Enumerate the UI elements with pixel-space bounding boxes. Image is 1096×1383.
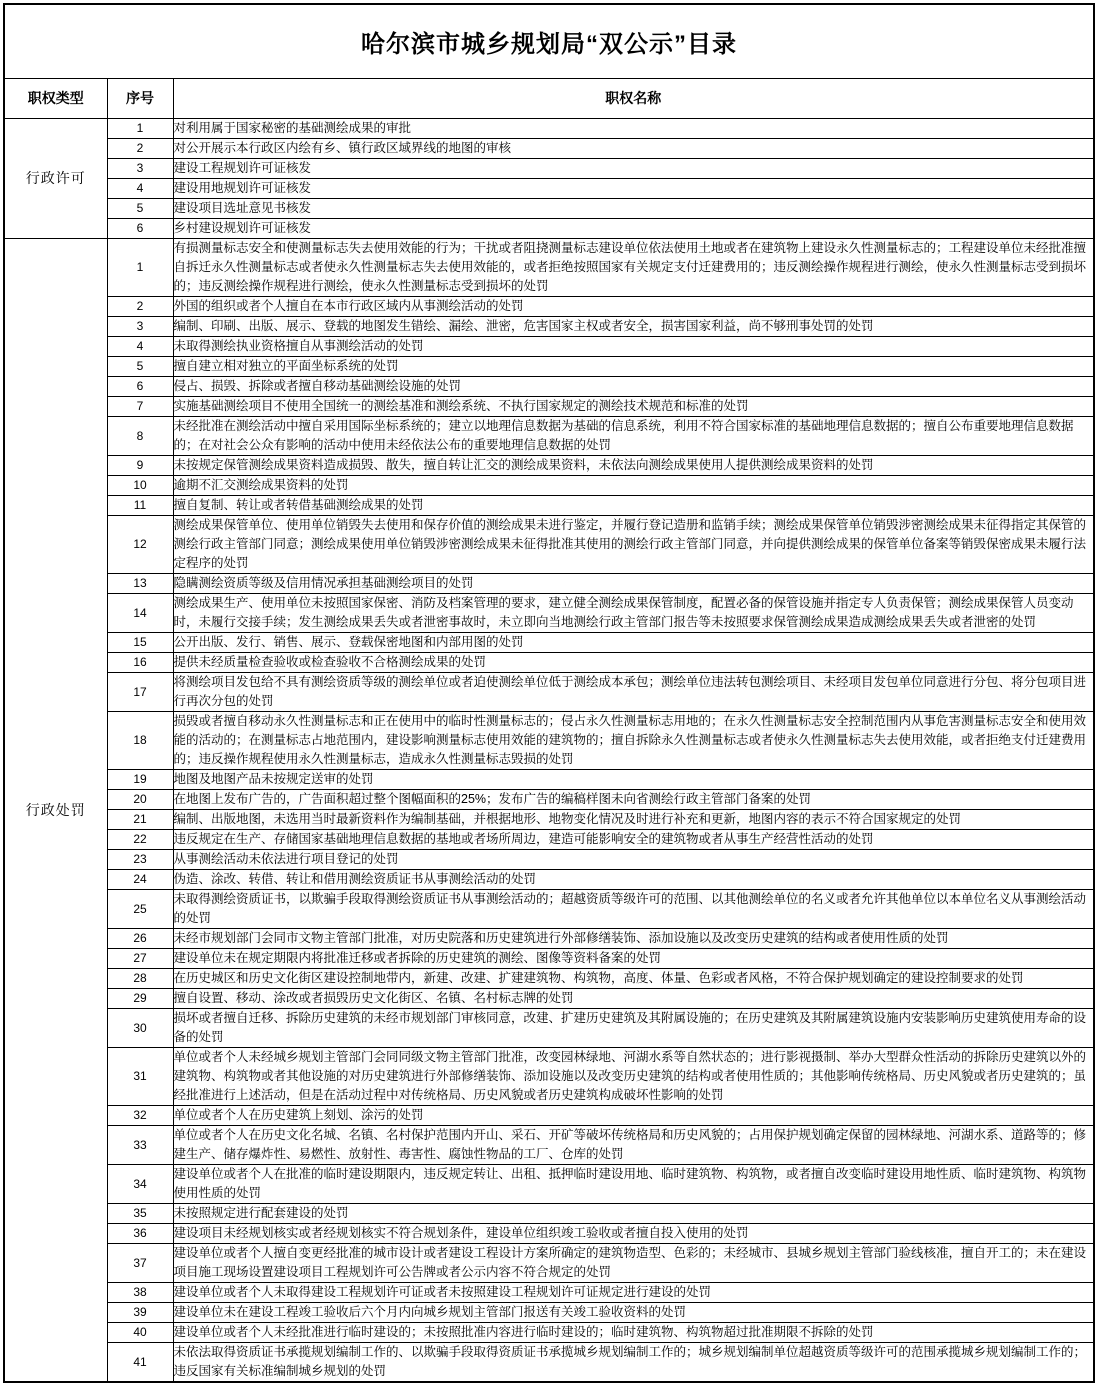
authority-name-cell: 未按规定保管测绘成果资料造成损毁、散失，擅自转让汇交的测绘成果资料，未依法向测绘成果使用人提供测绘成果资料的处罚 (173, 455, 1094, 475)
table-row (4, 889, 1094, 928)
serial-number-cell: 16 (107, 652, 173, 672)
serial-number-cell: 24 (107, 869, 173, 889)
serial-number-cell: 6 (107, 376, 173, 396)
authority-name-cell: 编制、出版地图，未选用当时最新资料作为编制基础，并根据地形、地物变化情况及时进行补充和更新，地图内容的表示不符合国家规定的处罚 (173, 809, 1094, 829)
table-row (4, 1322, 1094, 1342)
authority-name-cell: 对公开展示本行政区内绘有乡、镇行政区域界线的地图的审核 (173, 138, 1094, 158)
authority-name-cell: 单位或者个人在历史建筑上刻划、涂污的处罚 (173, 1105, 1094, 1125)
authority-name-cell: 隐瞒测绘资质等级及信用情况承担基础测绘项目的处罚 (173, 573, 1094, 593)
serial-number-cell: 12 (107, 515, 173, 573)
table-row (4, 652, 1094, 672)
table-row (4, 672, 1094, 711)
authority-name-cell: 提供未经质量检查验收或检查验收不合格测绘成果的处罚 (173, 652, 1094, 672)
serial-number-cell: 22 (107, 829, 173, 849)
authority-name-cell: 逾期不汇交测绘成果资料的处罚 (173, 475, 1094, 495)
table-row (4, 1105, 1094, 1125)
serial-number-cell: 14 (107, 593, 173, 632)
serial-number-cell: 34 (107, 1164, 173, 1203)
table-row (4, 968, 1094, 988)
authority-name-cell: 未经批准在测绘活动中擅自采用国际坐标系统的；建立以地理信息数据为基础的信息系统，利用不符合国家标准的基础地理信息数据的；擅自公布重要地理信息数据的；在对社会公众有影响的活动中使用未经依法公布的重要地理信息数据的处罚 (173, 416, 1094, 455)
authority-name-cell: 侵占、损毁、拆除或者擅自移动基础测绘设施的处罚 (173, 376, 1094, 396)
authority-name-cell: 测绘成果保管单位、使用单位销毁失去使用和保存价值的测绘成果未进行鉴定，并履行登记造册和监销手续；测绘成果保管单位销毁涉密测绘成果未征得指定其保管的测绘行政主管部门同意；测绘成果使用单位销毁涉密测绘成果未征得批准其使用的测绘行政主管部门同意，并向提供测绘成果的保管单位备案等销毁保密成果未履行法定程序的处罚 (173, 515, 1094, 573)
table-row (4, 198, 1094, 218)
authority-name-cell: 擅自设置、移动、涂改或者损毁历史文化街区、名镇、名村标志牌的处罚 (173, 988, 1094, 1008)
serial-number-cell: 26 (107, 928, 173, 948)
table-row (4, 376, 1094, 396)
serial-number-cell: 1 (107, 118, 173, 138)
table-row (4, 928, 1094, 948)
authority-name-cell: 伪造、涂改、转借、转让和借用测绘资质证书从事测绘活动的处罚 (173, 869, 1094, 889)
serial-number-cell: 5 (107, 356, 173, 376)
serial-number-cell: 6 (107, 218, 173, 238)
serial-number-cell: 25 (107, 889, 173, 928)
serial-number-cell: 10 (107, 475, 173, 495)
table-row (4, 829, 1094, 849)
table-row (4, 475, 1094, 495)
serial-number-cell: 39 (107, 1302, 173, 1322)
authority-name-cell: 建设单位或者个人未经批准进行临时建设的；未按照批准内容进行临时建设的；临时建筑物、构筑物超过批准期限不拆除的处罚 (173, 1322, 1094, 1342)
serial-number-cell: 33 (107, 1125, 173, 1164)
table-row (4, 1047, 1094, 1105)
table-row (4, 632, 1094, 652)
authority-name-cell: 未按照规定进行配套建设的处罚 (173, 1203, 1094, 1223)
table-row (4, 849, 1094, 869)
serial-number-cell: 28 (107, 968, 173, 988)
serial-number-cell: 37 (107, 1243, 173, 1282)
table-row (4, 218, 1094, 238)
serial-number-cell: 15 (107, 632, 173, 652)
table-row (4, 495, 1094, 515)
table-row (4, 1282, 1094, 1302)
authority-name-cell: 未取得测绘资质证书，以欺骗手段取得测绘资质证书从事测绘活动的；超越资质等级许可的范围、以其他测绘单位的名义或者允许其他单位以本单位名义从事测绘活动的处罚 (173, 889, 1094, 928)
serial-number-cell: 8 (107, 416, 173, 455)
table-row (4, 1008, 1094, 1047)
authority-name-cell: 从事测绘活动未依法进行项目登记的处罚 (173, 849, 1094, 869)
authority-name-cell: 未经市规划部门会同市文物主管部门批准，对历史院落和历史建筑进行外部修缮装饰、添加设施以及改变历史建筑的结构或者使用性质的处罚 (173, 928, 1094, 948)
table-row (4, 809, 1094, 829)
table-row (4, 296, 1094, 316)
authority-name-cell: 损毁或者擅自移动永久性测量标志和正在使用中的临时性测量标志的；侵占永久性测量标志用地的；在永久性测量标志安全控制范围内从事危害测量标志安全和使用效能的活动的；在测量标志占地范围内，建设影响测量标志使用效能的建筑物的；擅自拆除永久性测量标志或者使永久性测量标志失去使用效能，或者拒绝支付迁建费用的；违反操作规程使用永久性测量标志，造成永久性测量标志毁损的处罚 (173, 711, 1094, 769)
table-row (4, 316, 1094, 336)
authority-type-cell: 行政许可 (4, 118, 107, 238)
serial-number-cell: 31 (107, 1047, 173, 1105)
authority-name-cell: 建设项目未经规划核实或者经规划核实不符合规划条件，建设单位组织竣工验收或者擅自投入使用的处罚 (173, 1223, 1094, 1243)
serial-number-cell: 35 (107, 1203, 173, 1223)
serial-number-cell: 9 (107, 455, 173, 475)
serial-number-cell: 17 (107, 672, 173, 711)
serial-number-cell: 4 (107, 178, 173, 198)
authority-name-cell: 外国的组织或者个人擅自在本市行政区域内从事测绘活动的处罚 (173, 296, 1094, 316)
table-row (4, 1125, 1094, 1164)
serial-number-cell: 27 (107, 948, 173, 968)
authority-name-cell: 实施基础测绘项目不使用全国统一的测绘基准和测绘系统、不执行国家规定的测绘技术规范和标准的处罚 (173, 396, 1094, 416)
serial-number-cell: 2 (107, 296, 173, 316)
serial-number-cell: 19 (107, 769, 173, 789)
authority-name-cell: 未依法取得资质证书承揽规划编制工作的、以欺骗手段取得资质证书承揽城乡规划编制工作的；城乡规划编制单位超越资质等级许可的范围承揽城乡规划编制工作的；违反国家有关标准编制城乡规划的处罚 (173, 1342, 1094, 1382)
table-row (4, 336, 1094, 356)
table-row (4, 948, 1094, 968)
table-row (4, 455, 1094, 475)
authority-name-cell: 对利用属于国家秘密的基础测绘成果的审批 (173, 118, 1094, 138)
serial-number-cell: 3 (107, 316, 173, 336)
authority-name-cell: 建设项目选址意见书核发 (173, 198, 1094, 218)
authority-name-cell: 未取得测绘执业资格擅自从事测绘活动的处罚 (173, 336, 1094, 356)
authority-name-cell: 损坏或者擅自迁移、拆除历史建筑的未经市规划部门审核同意，改建、扩建历史建筑及其附属设施的；在历史建筑及其附属建筑设施内安装影响历史建筑使用寿命的设备的处罚 (173, 1008, 1094, 1047)
table-body (4, 4, 1094, 1382)
serial-number-cell: 23 (107, 849, 173, 869)
authority-name-cell: 建设单位或者个人擅自变更经批准的城市设计或者建设工程设计方案所确定的建筑物造型、色彩的；未经城市、县城乡规划主管部门验线核准，擅自开工的；未在建设项目施工现场设置建设项目工程规划许可公告牌或者公示内容不符合规定的处罚 (173, 1243, 1094, 1282)
authority-name-cell: 违反规定在生产、存储国家基础地理信息数据的基地或者场所周边，建造可能影响安全的建筑物或者从事生产经营性活动的处罚 (173, 829, 1094, 849)
serial-number-cell: 30 (107, 1008, 173, 1047)
table-row (4, 138, 1094, 158)
serial-number-cell: 4 (107, 336, 173, 356)
serial-number-cell: 1 (107, 238, 173, 296)
column-header-serial-number: 序号 (107, 78, 173, 118)
page-title: 哈尔滨市城乡规划局“双公示”目录 (4, 4, 1094, 78)
serial-number-cell: 41 (107, 1342, 173, 1382)
authority-name-cell: 乡村建设规划许可证核发 (173, 218, 1094, 238)
table-row (4, 1223, 1094, 1243)
authority-name-cell: 将测绘项目发包给不具有测绘资质等级的测绘单位或者迫使测绘单位低于测绘成本承包；测绘单位违法转包测绘项目、未经项目发包单位同意进行分包、将分包项目进行再次分包的处罚 (173, 672, 1094, 711)
table-row (4, 1342, 1094, 1382)
serial-number-cell: 36 (107, 1223, 173, 1243)
authority-name-cell: 在地图上发布广告的，广告面积超过整个图幅面积的25%；发布广告的编稿样图未向省测绘行政主管部门备案的处罚 (173, 789, 1094, 809)
authority-name-cell: 有损测量标志安全和使测量标志失去使用效能的行为；干扰或者阻挠测量标志建设单位依法使用土地或者在建筑物上建设永久性测量标志的；工程建设单位未经批准擅自拆迁永久性测量标志或者使永久性测量标志失去使用效能的，或者拒绝按照国家有关规定支付迁建费用的；违反测绘操作规程进行测绘，使永久性测量标志受到损坏的；违反测绘操作规程进行测绘，使永久性测量标志受到损坏的处罚 (173, 238, 1094, 296)
table-row (4, 356, 1094, 376)
authority-name-cell: 建设工程规划许可证核发 (173, 158, 1094, 178)
authority-name-cell: 建设用地规划许可证核发 (173, 178, 1094, 198)
authority-name-cell: 建设单位未在规定期限内将批准迁移或者拆除的历史建筑的测绘、图像等资料备案的处罚 (173, 948, 1094, 968)
table-row (4, 416, 1094, 455)
serial-number-cell: 7 (107, 396, 173, 416)
table-row (4, 178, 1094, 198)
authority-name-cell: 地图及地图产品未按规定送审的处罚 (173, 769, 1094, 789)
authority-name-cell: 在历史城区和历史文化街区建设控制地带内，新建、改建、扩建建筑物、构筑物，高度、体量、色彩或者风格，不符合保护规划确定的建设控制要求的处罚 (173, 968, 1094, 988)
table-row (4, 711, 1094, 769)
table-row (4, 593, 1094, 632)
serial-number-cell: 40 (107, 1322, 173, 1342)
serial-number-cell: 5 (107, 198, 173, 218)
authority-name-cell: 测绘成果生产、使用单位未按照国家保密、消防及档案管理的要求，建立健全测绘成果保管制度，配置必备的保管设施并指定专人负责保管；测绘成果保管人员变动时，未履行交接手续；发生测绘成果丢失或者泄密事故时，未立即向当地测绘行政主管部门报告等未按照要求保管测绘成果造成测绘成果丢失或者泄密的处罚 (173, 593, 1094, 632)
authority-name-cell: 擅自建立相对独立的平面坐标系统的处罚 (173, 356, 1094, 376)
table-row (4, 988, 1094, 1008)
table-row (4, 396, 1094, 416)
authority-name-cell: 单位或者个人未经城乡规划主管部门会同同级文物主管部门批准，改变园林绿地、河湖水系等自然状态的；进行影视摄制、举办大型群众性活动的拆除历史建筑以外的建筑物、构筑物或者其他设施的对历史建筑进行外部修缮装饰、添加设施以及改变历史建筑的结构或者使用性质的；其他影响传统格局、历史风貌或者历史建筑的；虽经批准进行上述活动，但是在活动过程中对传统格局、历史风貌或者历史建筑构成破坏性影响的处罚 (173, 1047, 1094, 1105)
authority-name-cell: 单位或者个人在历史文化名城、名镇、名村保护范围内开山、采石、开矿等破坏传统格局和历史风貌的；占用保护规划确定保留的园林绿地、河湖水系、道路等的；修建生产、储存爆炸性、易燃性、放射性、毒害性、腐蚀性物品的工厂、仓库的处罚 (173, 1125, 1094, 1164)
serial-number-cell: 18 (107, 711, 173, 769)
serial-number-cell: 38 (107, 1282, 173, 1302)
serial-number-cell: 29 (107, 988, 173, 1008)
table-row (4, 1203, 1094, 1223)
table-row (4, 789, 1094, 809)
authority-name-cell: 擅自复制、转让或者转借基础测绘成果的处罚 (173, 495, 1094, 515)
serial-number-cell: 21 (107, 809, 173, 829)
serial-number-cell: 2 (107, 138, 173, 158)
authority-name-cell: 建设单位或者个人未取得建设工程规划许可证或者未按照建设工程规划许可证规定进行建设的处罚 (173, 1282, 1094, 1302)
serial-number-cell: 13 (107, 573, 173, 593)
authority-name-cell: 公开出版、发行、销售、展示、登载保密地图和内部用图的处罚 (173, 632, 1094, 652)
serial-number-cell: 32 (107, 1105, 173, 1125)
double-publicity-directory-table (3, 3, 1095, 1383)
table-row (4, 118, 1094, 138)
authority-name-cell: 建设单位未在建设工程竣工验收后六个月内向城乡规划主管部门报送有关竣工验收资料的处罚 (173, 1302, 1094, 1322)
table-row (4, 1243, 1094, 1282)
column-header-authority-name: 职权名称 (173, 78, 1094, 118)
title-row (4, 4, 1094, 78)
table-row (4, 1164, 1094, 1203)
authority-name-cell: 建设单位或者个人在批准的临时建设期限内，违反规定转让、出租、抵押临时建设用地、临时建筑物、构筑物，或者擅自改变临时建设用地性质、临时建筑物、构筑物使用性质的处罚 (173, 1164, 1094, 1203)
table-row (4, 1302, 1094, 1322)
table-row (4, 158, 1094, 178)
table-row (4, 238, 1094, 296)
column-header-authority-type: 职权类型 (4, 78, 107, 118)
table-row (4, 869, 1094, 889)
serial-number-cell: 11 (107, 495, 173, 515)
serial-number-cell: 20 (107, 789, 173, 809)
authority-name-cell: 编制、印刷、出版、展示、登载的地图发生错绘、漏绘、泄密，危害国家主权或者安全，损害国家利益，尚不够刑事处罚的处罚 (173, 316, 1094, 336)
authority-type-cell: 行政处罚 (4, 238, 107, 1382)
table-row (4, 515, 1094, 573)
header-row (4, 78, 1094, 118)
table-row (4, 769, 1094, 789)
serial-number-cell: 3 (107, 158, 173, 178)
table-row (4, 573, 1094, 593)
